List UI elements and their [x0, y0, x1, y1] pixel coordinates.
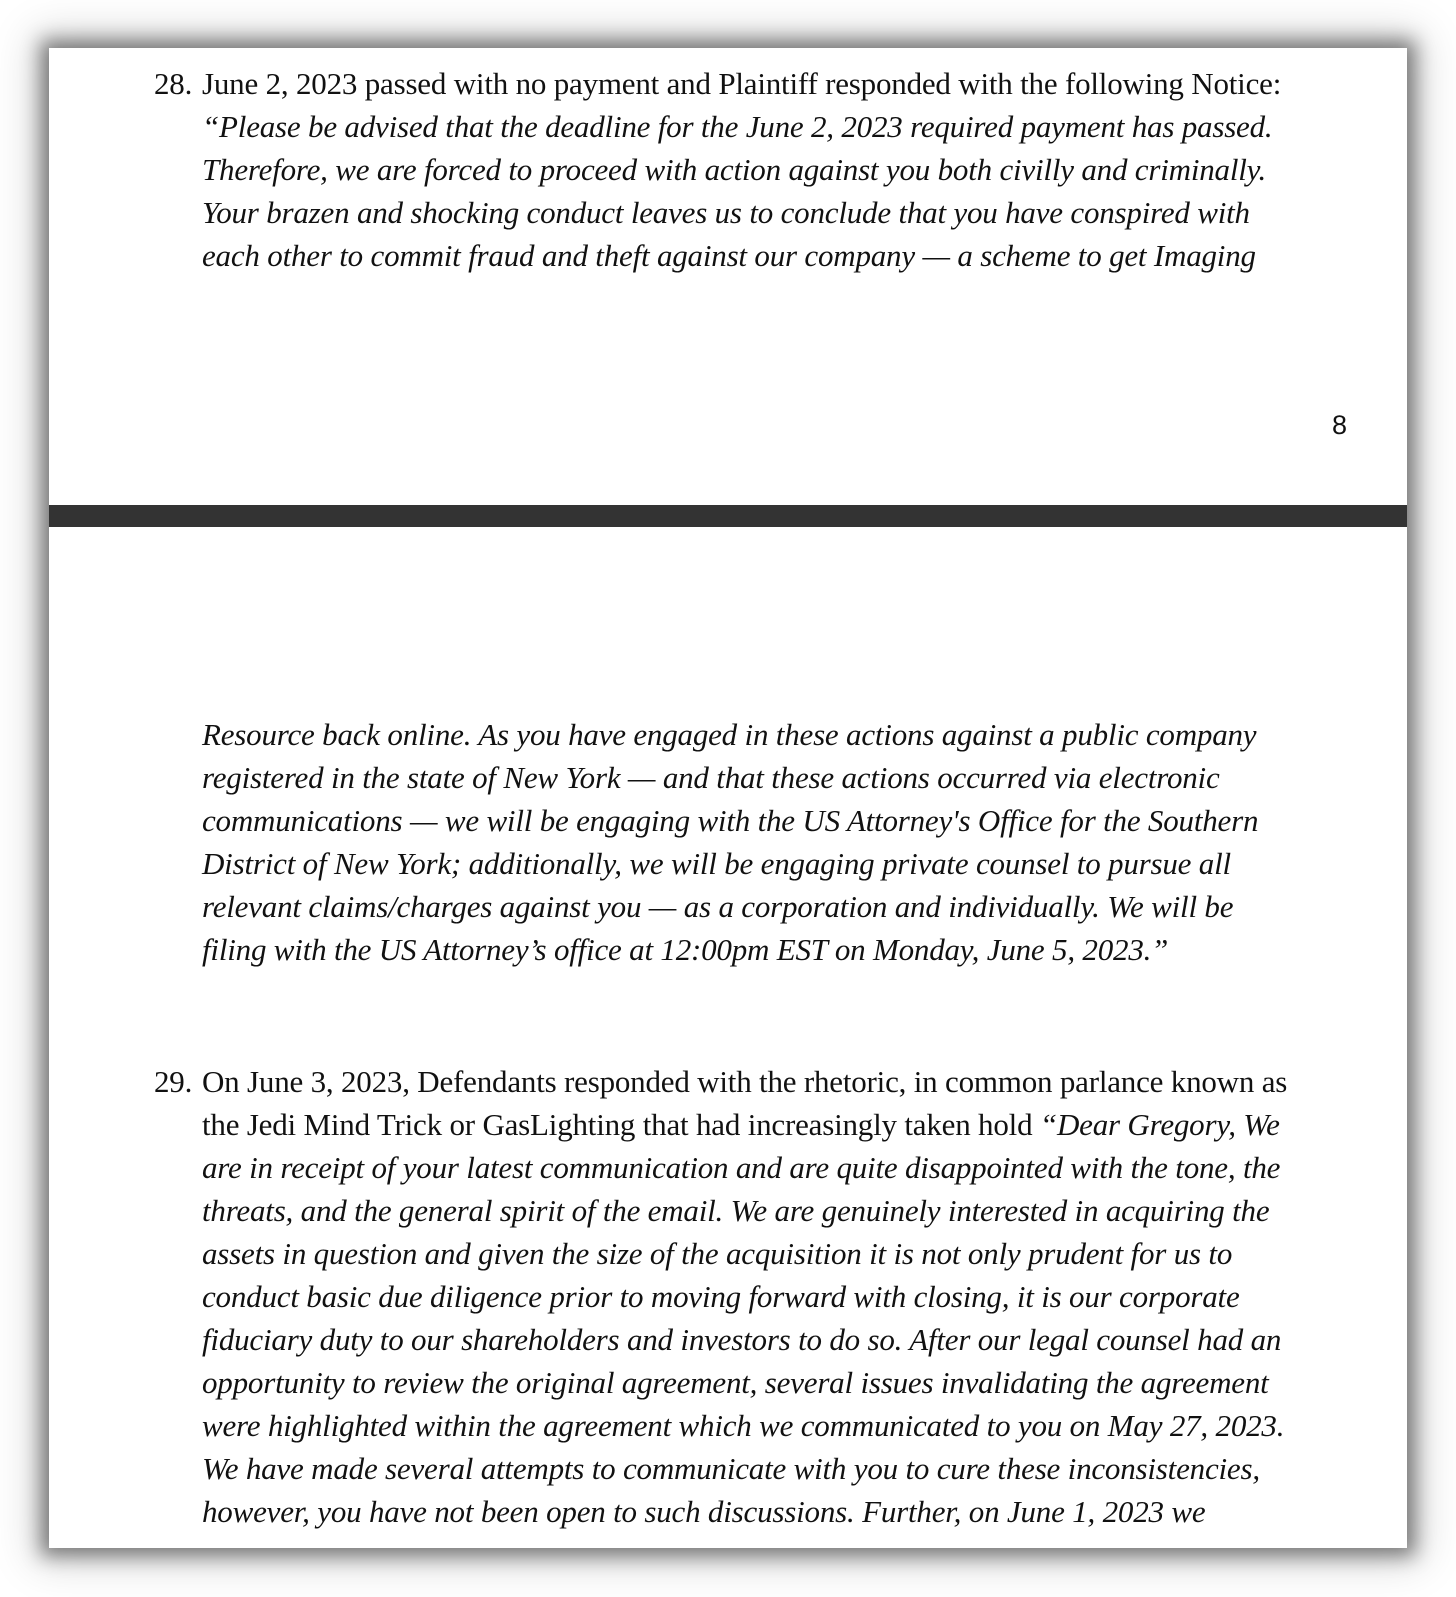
para-28-number: 28.	[154, 66, 193, 101]
para-29-plain-text: the Jedi Mind Trick or GasLighting that had increasingly taken hold	[202, 1107, 1033, 1142]
para-29-second-line	[202, 1103, 1280, 1147]
para-28-cont-line: communications — we will be engaging with the US Attorney's Office for the Southern	[202, 803, 1259, 838]
para-29-quote-line: opportunity to review the original agreement, several issues invalidating the agreement	[202, 1365, 1269, 1400]
para-29-quote-line: were highlighted within the agreement which we communicated to you on May 27, 2023.	[202, 1408, 1285, 1443]
para-29-number: 29.	[154, 1064, 193, 1099]
para-28-quote-line: each other to commit fraud and theft against our company — a scheme to get Imaging	[202, 238, 1256, 273]
para-29-quote-line: threats, and the general spirit of the email. We are genuinely interested in acquiring the	[202, 1193, 1270, 1228]
para-29-text: On June 3, 2023, Defendants responded with the rhetoric, in common parlance known as	[202, 1064, 1288, 1099]
para-28-quote-line: Your brazen and shocking conduct leaves us to conclude that you have conspired with	[202, 195, 1250, 230]
para-28-quote-line: “Please be advised that the deadline for the June 2, 2023 required payment has passed.	[202, 109, 1273, 144]
page-separator	[49, 505, 1407, 527]
page-number: 8	[1332, 410, 1348, 440]
para-29-quote-line: fiduciary duty to our shareholders and investors to do so. After our legal counsel had an	[202, 1322, 1282, 1357]
para-29-first-line	[154, 1060, 1287, 1104]
document-viewer[interactable]	[49, 48, 1407, 1548]
para-29-quote-line: however, you have not been open to such discussions. Further, on June 1, 2023 we	[202, 1494, 1206, 1529]
para-28-cont-line: relevant claims/charges against you — as a corporation and individually. We will be	[202, 889, 1234, 924]
para-28-first-line	[154, 62, 1281, 106]
para-29-quote-line: assets in question and given the size of the acquisition it is not only prudent for us to	[202, 1236, 1233, 1271]
para-28-text: June 2, 2023 passed with no payment and Plaintiff responded with the following Notice:	[202, 66, 1282, 101]
para-29-quote-start: “Dear Gregory, We	[1032, 1107, 1280, 1142]
para-28-cont-line: filing with the US Attorney’s office at 12:00pm EST on Monday, June 5, 2023.”	[202, 932, 1169, 967]
para-29-quote-line: We have made several attempts to communicate with you to cure these inconsistencies,	[202, 1451, 1260, 1486]
para-29-quote-line: conduct basic due diligence prior to moving forward with closing, it is our corporate	[202, 1279, 1240, 1314]
para-28-cont-line: District of New York; additionally, we will be engaging private counsel to pursue all	[202, 846, 1231, 881]
para-29-quote-line: are in receipt of your latest communication and are quite disappointed with the tone, the	[202, 1150, 1281, 1185]
para-28-quote-line: Therefore, we are forced to proceed with action against you both civilly and criminally.	[202, 152, 1267, 187]
para-28-cont-line: Resource back online. As you have engaged in these actions against a public company	[202, 717, 1257, 752]
para-28-cont-line: registered in the state of New York — and that these actions occurred via electronic	[202, 760, 1220, 795]
